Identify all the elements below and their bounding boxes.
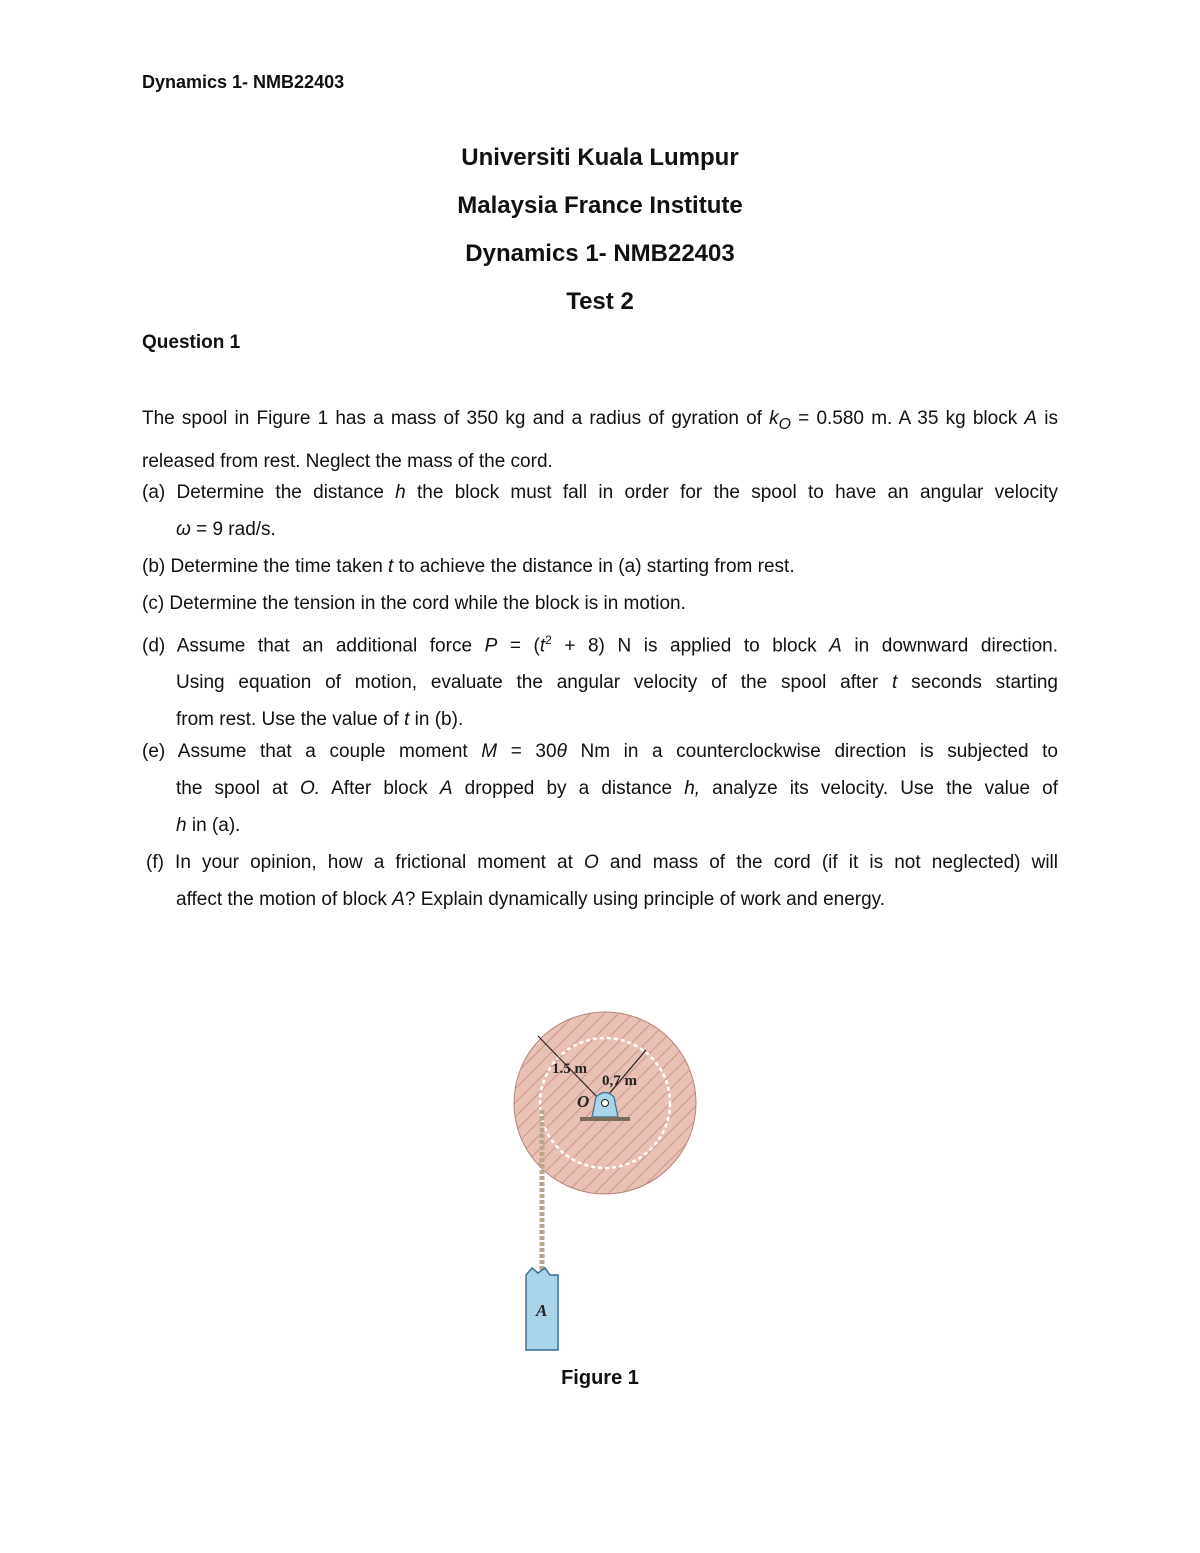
- part-d: (d) Assume that an additional force $P = (t^2 + 8)$ N is applied to block A in downward direction. Using equation of motion, evaluate the angular velocity of the spool after t seconds starting from rest. Use the value of t in (b).: [142, 633, 1059, 731]
- test-title: Test 2: [566, 288, 634, 315]
- part-c: (c) Determine the tension in the cord while the block is in motion.: [142, 593, 686, 614]
- part-b: (b) Determine the time taken t to achieve the distance in (a) starting from rest.: [142, 556, 795, 577]
- title-block: [0, 140, 1200, 332]
- running-header: Dynamics 1- NMB22403: [142, 72, 345, 92]
- outer-radius-label: 1.5 m: [552, 1061, 587, 1077]
- question-intro: The spool in Figure 1 has a mass of 350 kg and a radius of gyration of $k_O = 0.580$ m. A 35 kg block A is released from rest. Neglect the mass of the cord.: [142, 408, 1058, 472]
- institute-name: Malaysia France Institute: [457, 192, 743, 219]
- block-label: A: [536, 1301, 548, 1320]
- course-title: Dynamics 1- NMB22403: [465, 240, 735, 267]
- question-heading: Question 1: [142, 332, 241, 353]
- part-a: (a) Determine the distance h the block must fall in order for the spool to have an angular velocity ω = 9 rad/s.: [142, 482, 1058, 540]
- figure-caption: Figure 1: [561, 1367, 639, 1389]
- part-f: (f) In your opinion, how a frictional moment at O and mass of the cord (if it is not neglected) will affect the motion of block A? Explain dynamically using principle of work and energy.: [146, 852, 1058, 910]
- ground-support: [580, 1117, 630, 1121]
- pin-O: [602, 1100, 609, 1107]
- spool-figure: [490, 1000, 730, 1360]
- university-name: Universiti Kuala Lumpur: [461, 144, 739, 171]
- spool-diagram: [490, 1000, 730, 1360]
- inner-radius-label: 0,7 m: [602, 1073, 637, 1089]
- center-label: O: [577, 1092, 590, 1111]
- part-e: (e) Assume that a couple moment M = 30θ Nm in a counterclockwise direction is subjected to the spool at O. After block A dropped by a distance h, analyze its velocity. Use the value of h in (a).: [142, 741, 1058, 836]
